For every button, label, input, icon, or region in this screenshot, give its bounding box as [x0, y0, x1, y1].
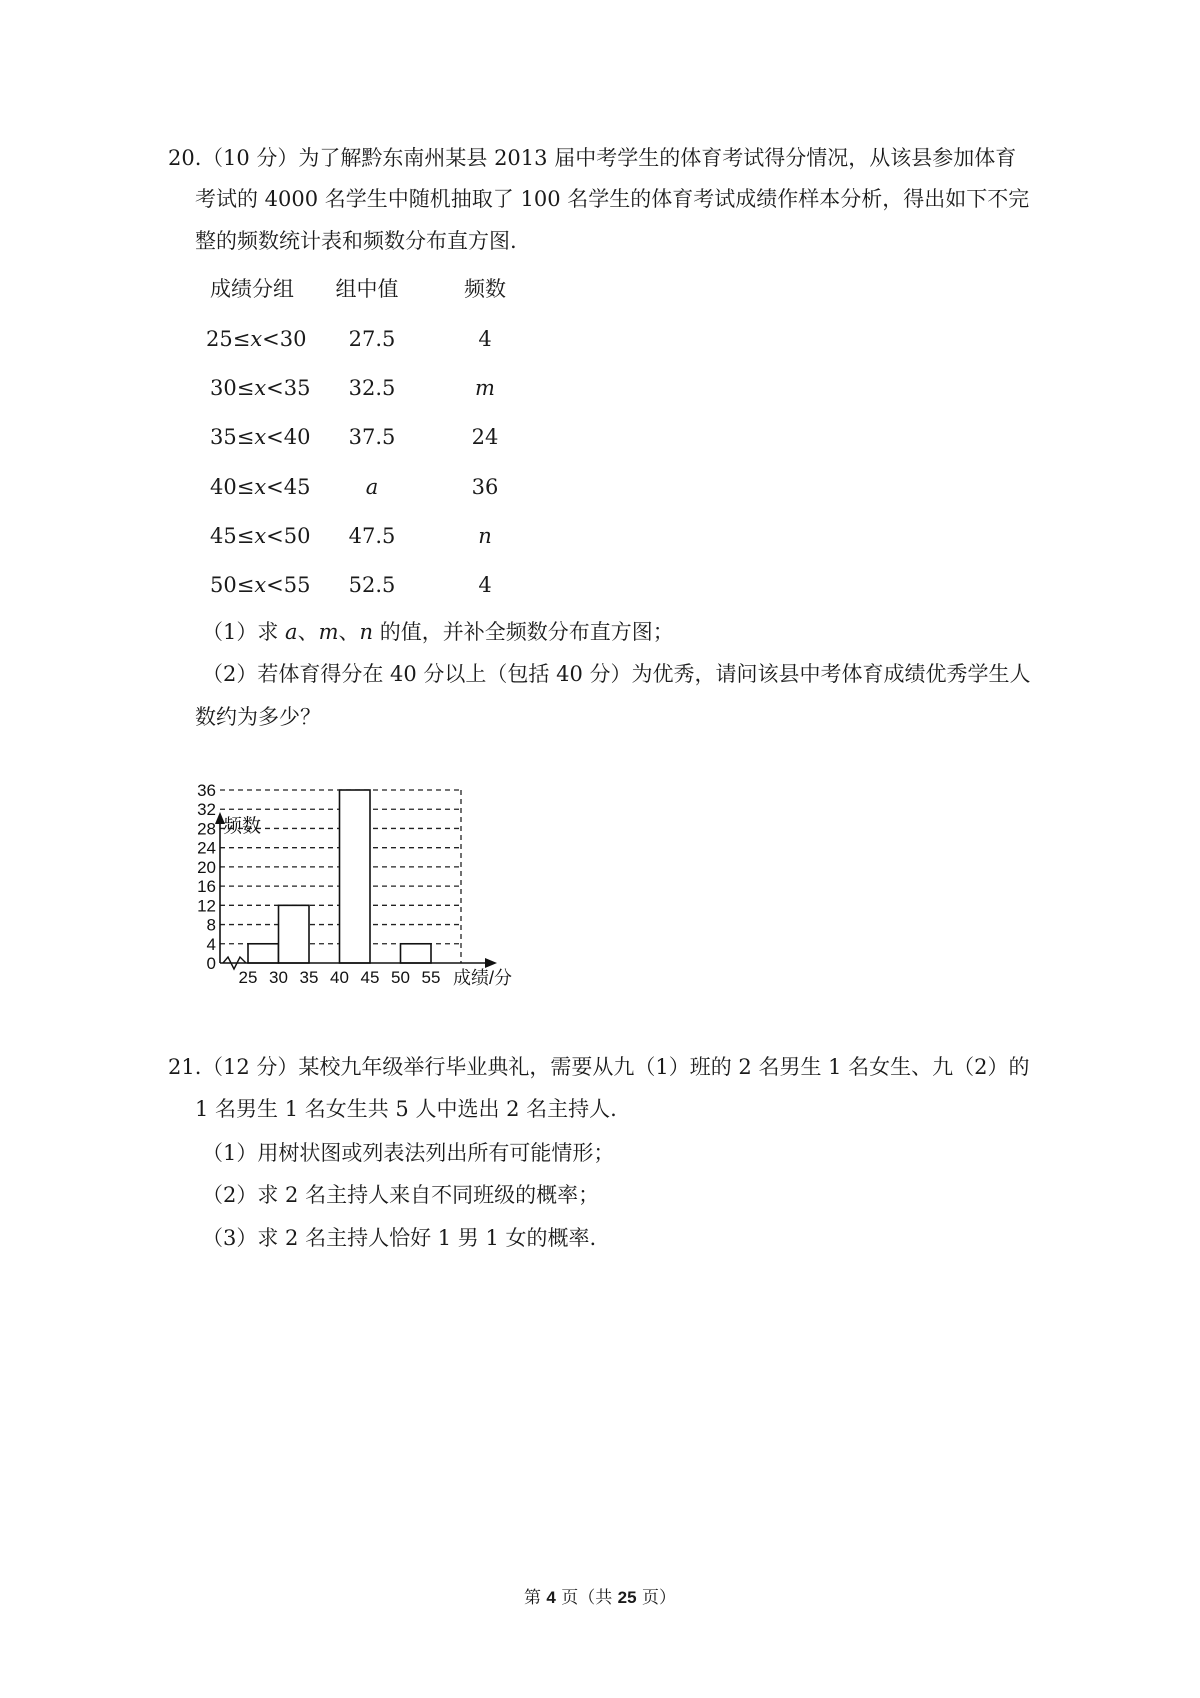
table-row-freq: 24 [471, 425, 499, 449]
table-row-freq: 36 [471, 475, 499, 499]
table-row-freq: n [478, 524, 492, 548]
table-row-mid: 27.5 [348, 327, 396, 351]
y-tick-label: 8 [206, 915, 216, 935]
table-row-mid: a [365, 475, 379, 499]
table-row-mid: 32.5 [348, 376, 396, 400]
y-tick-label: 20 [197, 857, 216, 877]
q21-sub2: （2）求 2 名主持人来自不同班级的概率； [202, 1183, 600, 1207]
x-tick-label: 45 [360, 968, 380, 987]
q20-sub1: （1）求 a、m、n 的值，并补全频数分布直方图； [202, 620, 674, 644]
table-row-group: 45≤x<50 [210, 524, 311, 548]
table-row-freq: 4 [478, 327, 492, 351]
x-tick-label: 25 [238, 968, 258, 987]
table-row-mid: 52.5 [348, 573, 396, 597]
q20-line-3: 整的频数统计表和频数分布直方图. [195, 229, 517, 253]
y-tick-label: 28 [197, 819, 216, 839]
table-header-mid: 组中值 [335, 277, 399, 301]
table-header-freq: 频数 [464, 277, 506, 301]
y-tick-label: 4 [206, 934, 216, 954]
table-row-mid: 37.5 [348, 425, 396, 449]
y-axis-label: 频数 [223, 816, 262, 837]
x-tick-label: 40 [330, 968, 349, 987]
page-footer: 第 4 页（共 25 页） [523, 1588, 676, 1608]
table-row-freq: 4 [478, 573, 492, 597]
table-row-freq: m [475, 376, 495, 400]
y-tick-label: 32 [197, 800, 216, 820]
table-row-group: 50≤x<55 [210, 573, 311, 597]
page-number: 4 [546, 1588, 556, 1607]
histogram-bar [279, 905, 310, 963]
q21-sub1: （1）用树状图或列表法列出所有可能情形； [202, 1141, 615, 1165]
table-row-group: 25≤x<30 [206, 327, 307, 351]
y-tick-label: 36 [197, 781, 216, 800]
page-total: 25 [617, 1588, 637, 1607]
y-tick-label: 12 [197, 896, 216, 916]
x-tick-label: 30 [269, 968, 288, 987]
table-row-group: 35≤x<40 [210, 425, 311, 449]
x-tick-label: 35 [299, 968, 319, 987]
x-tick-label: 50 [391, 968, 410, 987]
frequency-histogram [185, 781, 540, 1088]
table-row-group: 30≤x<35 [210, 376, 311, 400]
histogram-bar [340, 790, 371, 963]
q20-sub2-line-2: 数约为多少？ [195, 705, 321, 729]
histogram-bar [401, 944, 432, 963]
y-tick-label: 0 [206, 954, 216, 973]
q20-line-2: 考试的 4000 名学生中随机抽取了 100 名学生的体育考试成绩作样本分析，得出如下不完 [195, 187, 1030, 211]
table-row-mid: 47.5 [348, 524, 396, 548]
q21-line-1: （12 分）某校九年级举行毕业典礼，需要从九（1）班的 2 名男生 1 名女生、九（2）的 [202, 1055, 1030, 1079]
x-axis-arrow [485, 958, 497, 968]
histogram-bar [248, 944, 279, 963]
q20-line-1: （10 分）为了解黔东南州某县 2013 届中考学生的体育考试得分情况，从该县参加体育 [202, 146, 1017, 170]
x-axis-label: 成绩/分 [453, 968, 513, 988]
table-header-group: 成绩分组 [210, 277, 294, 301]
q20-number: 20. [168, 146, 202, 170]
y-tick-label: 24 [197, 838, 216, 858]
q21-sub3: （3）求 2 名主持人恰好 1 男 1 女的概率. [202, 1226, 597, 1250]
q20-sub2-line-1: （2）若体育得分在 40 分以上（包括 40 分）为优秀，请问该县中考体育成绩优秀学生人 [202, 662, 1031, 686]
q21-line-2: 1 名男生 1 名女生共 5 人中选出 2 名主持人. [195, 1097, 617, 1121]
q21-number: 21. [168, 1055, 202, 1079]
x-tick-label: 55 [421, 968, 441, 987]
table-row-group: 40≤x<45 [210, 475, 311, 499]
y-tick-label: 16 [197, 877, 216, 897]
